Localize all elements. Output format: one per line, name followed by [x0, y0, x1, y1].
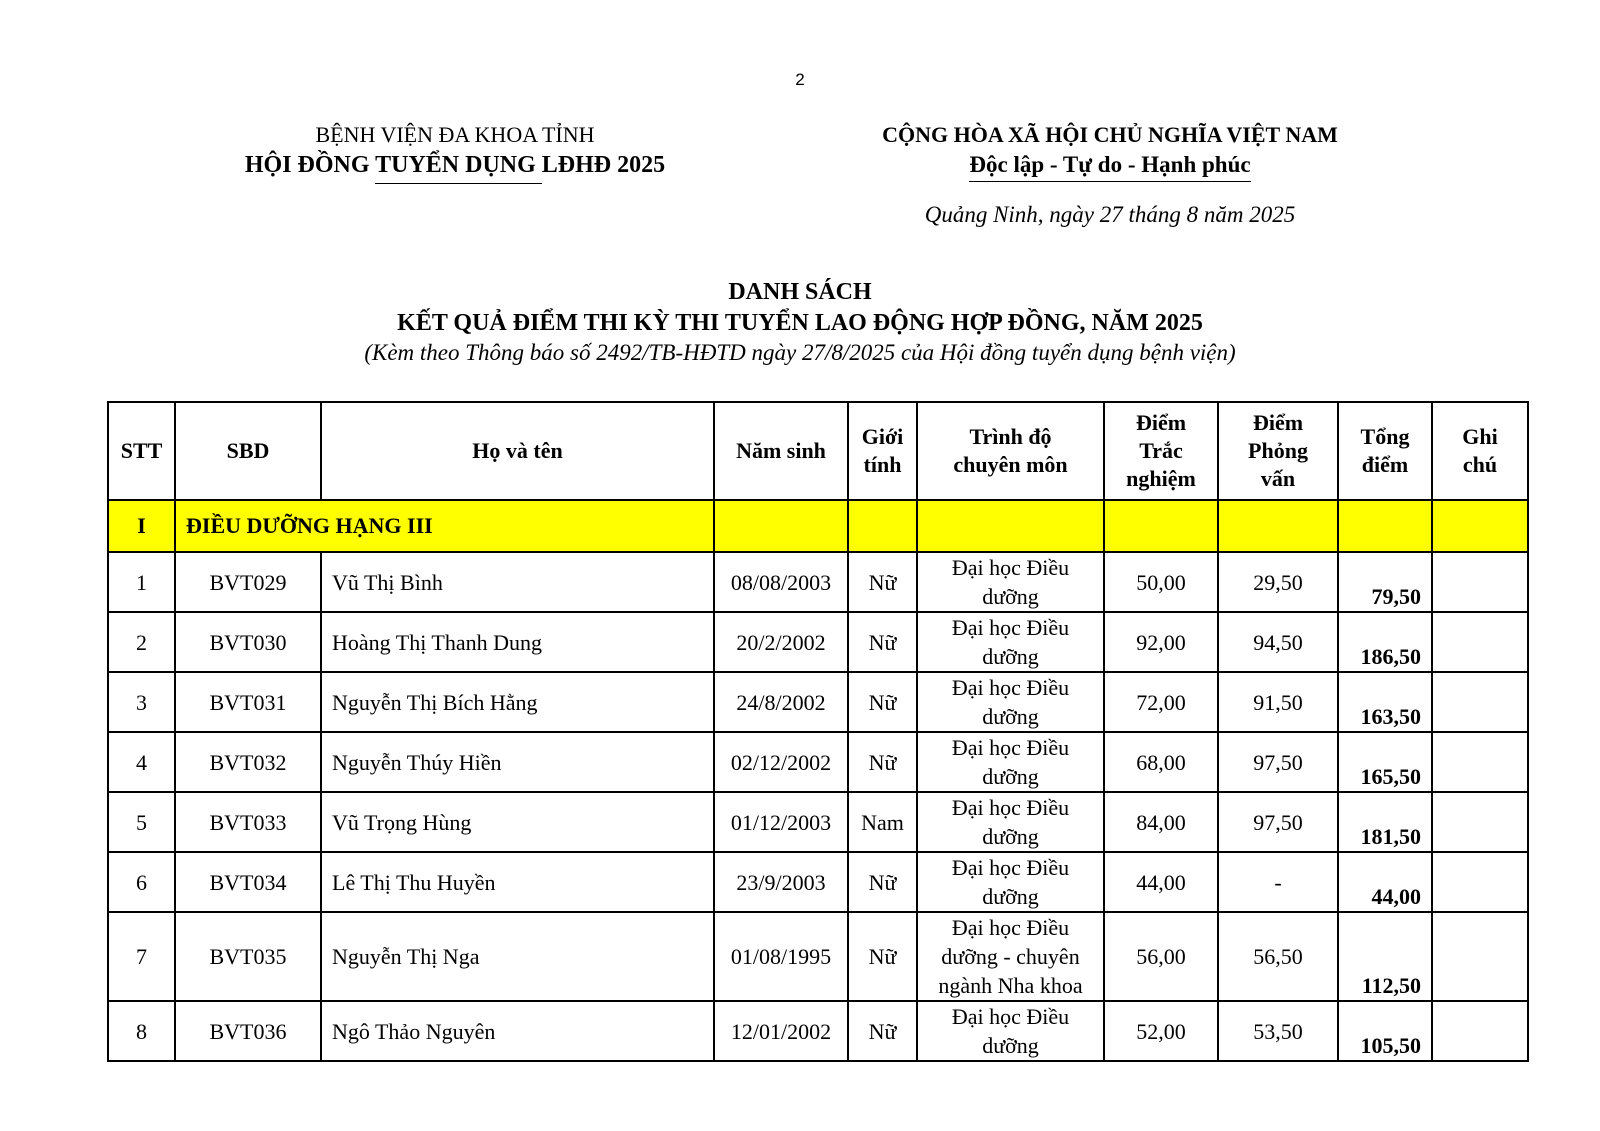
cell-qual-line: dưỡng: [982, 644, 1039, 669]
section-row: [108, 500, 1528, 552]
col-gender-line: Giới: [861, 424, 904, 449]
col-qual: [917, 402, 1104, 500]
col-interview-line: Phỏng: [1248, 438, 1308, 463]
cell-test: 44,00: [1104, 852, 1218, 912]
section-title: ĐIỀU DƯỠNG HẠNG III: [175, 500, 714, 552]
table-row: [108, 732, 1528, 792]
cell-sbd: BVT032: [175, 732, 321, 792]
cell-sbd: BVT036: [175, 1001, 321, 1061]
cell-total: 105,50: [1338, 1001, 1432, 1061]
cell-gender: Nam: [848, 792, 917, 852]
cell-note: [1432, 792, 1528, 852]
cell-gender: Nữ: [848, 852, 917, 912]
col-birth: Năm sinh: [714, 402, 848, 500]
cell-qual-line: Đại học Điều: [951, 855, 1070, 880]
cell-name: Nguyễn Thúy Hiền: [321, 732, 714, 792]
cell-sbd: BVT035: [175, 912, 321, 1001]
cell-birth: 08/08/2003: [714, 552, 848, 612]
national-title: CỘNG HÒA XÃ HỘI CHỦ NGHĨA VIỆT NAM: [882, 122, 1338, 147]
cell-interview: -: [1218, 852, 1338, 912]
cell-birth: 01/12/2003: [714, 792, 848, 852]
col-total: [1338, 402, 1432, 500]
cell-note: [1432, 672, 1528, 732]
cell-interview: 94,50: [1218, 612, 1338, 672]
left-header: [190, 120, 720, 180]
cell-total: 181,50: [1338, 792, 1432, 852]
cell-qual: [917, 792, 1104, 852]
cell-name: Vũ Trọng Hùng: [321, 792, 714, 852]
cell-note: [1432, 912, 1528, 1001]
cell-stt: 8: [108, 1001, 175, 1061]
cell-interview: 97,50: [1218, 732, 1338, 792]
cell-gender: Nữ: [848, 1001, 917, 1061]
section-empty-cell: [714, 500, 848, 552]
cell-test: 68,00: [1104, 732, 1218, 792]
cell-qual-line: ngành Nha khoa: [938, 973, 1083, 998]
cell-qual-line: dưỡng: [982, 584, 1039, 609]
council-underline: [375, 183, 542, 184]
section-empty-cell: [1432, 500, 1528, 552]
cell-stt: 2: [108, 612, 175, 672]
col-qual-line: Trình độ: [969, 424, 1052, 449]
cell-qual-line: Đại học Điều: [951, 555, 1070, 580]
cell-interview: 91,50: [1218, 672, 1338, 732]
cell-stt: 6: [108, 852, 175, 912]
cell-qual: [917, 612, 1104, 672]
cell-qual-line: dưỡng - chuyên: [941, 944, 1080, 969]
section-empty-cell: [848, 500, 917, 552]
cell-qual: [917, 912, 1104, 1001]
table-row: [108, 852, 1528, 912]
hospital-name: BỆNH VIỆN ĐA KHOA TỈNH: [315, 122, 595, 147]
cell-note: [1432, 552, 1528, 612]
cell-name: Nguyễn Thị Nga: [321, 912, 714, 1001]
title-line-2: KẾT QUẢ ĐIỂM THI KỲ THI TUYỂN LAO ĐỘNG HỢP ĐỒNG, NĂM 2025: [397, 310, 1203, 336]
col-test: [1104, 402, 1218, 500]
cell-sbd: BVT034: [175, 852, 321, 912]
col-sbd: SBD: [175, 402, 321, 500]
cell-stt: 1: [108, 552, 175, 612]
cell-interview: 29,50: [1218, 552, 1338, 612]
cell-sbd: BVT033: [175, 792, 321, 852]
table-row: [108, 792, 1528, 852]
table-header-row: [108, 402, 1528, 500]
cell-qual-line: Đại học Điều: [951, 615, 1070, 640]
cell-qual: [917, 672, 1104, 732]
results-table: [107, 401, 1529, 1062]
table-row: [108, 912, 1528, 1001]
cell-test: 92,00: [1104, 612, 1218, 672]
cell-birth: 01/08/1995: [714, 912, 848, 1001]
page-number: 2: [795, 70, 805, 89]
cell-test: 72,00: [1104, 672, 1218, 732]
section-roman: I: [108, 500, 175, 552]
table-row: [108, 1001, 1528, 1061]
cell-qual: [917, 852, 1104, 912]
section-empty-cell: [1218, 500, 1338, 552]
cell-gender: Nữ: [848, 552, 917, 612]
cell-qual-line: dưỡng: [982, 824, 1039, 849]
cell-sbd: BVT029: [175, 552, 321, 612]
cell-gender: Nữ: [848, 672, 917, 732]
col-total-line: điểm: [1361, 452, 1409, 477]
cell-note: [1432, 612, 1528, 672]
col-note-line: chú: [1462, 452, 1498, 477]
table-row: [108, 552, 1528, 612]
cell-qual-line: dưỡng: [982, 884, 1039, 909]
cell-birth: 12/01/2002: [714, 1001, 848, 1061]
cell-note: [1432, 852, 1528, 912]
cell-interview: 56,50: [1218, 912, 1338, 1001]
section-empty-cell: [1104, 500, 1218, 552]
cell-qual: [917, 732, 1104, 792]
cell-qual-line: Đại học Điều: [951, 675, 1070, 700]
col-gender-line: tính: [863, 452, 902, 477]
cell-stt: 7: [108, 912, 175, 1001]
cell-total: 112,50: [1338, 912, 1432, 1001]
table-row: [108, 612, 1528, 672]
col-test-line: Điểm: [1135, 410, 1187, 435]
council-name: HỘI ĐỒNG TUYỂN DỤNG LĐHĐ 2025: [244, 152, 666, 178]
cell-qual-line: Đại học Điều: [951, 735, 1070, 760]
cell-gender: Nữ: [848, 612, 917, 672]
cell-name: Lê Thị Thu Huyền: [321, 852, 714, 912]
cell-test: 56,00: [1104, 912, 1218, 1001]
cell-stt: 5: [108, 792, 175, 852]
col-test-line: nghiệm: [1126, 466, 1196, 491]
cell-name: Vũ Thị Bình: [321, 552, 714, 612]
cell-test: 50,00: [1104, 552, 1218, 612]
title-line-1: DANH SÁCH: [728, 279, 872, 305]
section-empty-cell: [1338, 500, 1432, 552]
cell-qual-line: Đại học Điều: [951, 915, 1070, 940]
cell-name: Hoàng Thị Thanh Dung: [321, 612, 714, 672]
right-header: [830, 120, 1390, 182]
col-test-line: Trắc: [1139, 438, 1183, 463]
cell-total: 186,50: [1338, 612, 1432, 672]
document-title: [0, 276, 1600, 368]
cell-test: 84,00: [1104, 792, 1218, 852]
cell-qual-line: dưỡng: [982, 1033, 1039, 1058]
table-row: [108, 672, 1528, 732]
cell-note: [1432, 732, 1528, 792]
national-motto: Độc lập - Tự do - Hạnh phúc: [969, 150, 1250, 182]
cell-qual-line: Đại học Điều: [951, 1004, 1070, 1029]
cell-sbd: BVT030: [175, 612, 321, 672]
table-body: [108, 552, 1528, 1061]
cell-qual-line: Đại học Điều: [951, 795, 1070, 820]
cell-name: Ngô Thảo Nguyên: [321, 1001, 714, 1061]
cell-total: 163,50: [1338, 672, 1432, 732]
cell-birth: 20/2/2002: [714, 612, 848, 672]
col-interview-line: vấn: [1260, 466, 1296, 491]
cell-qual: [917, 552, 1104, 612]
cell-total: 165,50: [1338, 732, 1432, 792]
cell-interview: 97,50: [1218, 792, 1338, 852]
cell-qual: [917, 1001, 1104, 1061]
cell-stt: 3: [108, 672, 175, 732]
col-gender: [848, 402, 917, 500]
cell-gender: Nữ: [848, 912, 917, 1001]
cell-interview: 53,50: [1218, 1001, 1338, 1061]
cell-name: Nguyễn Thị Bích Hằng: [321, 672, 714, 732]
col-note-line: Ghi: [1462, 424, 1498, 449]
section-empty-cell: [917, 500, 1104, 552]
cell-birth: 02/12/2002: [714, 732, 848, 792]
cell-test: 52,00: [1104, 1001, 1218, 1061]
col-total-line: Tổng: [1360, 424, 1410, 449]
col-interview: [1218, 402, 1338, 500]
col-interview-line: Điểm: [1252, 410, 1304, 435]
cell-sbd: BVT031: [175, 672, 321, 732]
cell-qual-line: dưỡng: [982, 704, 1039, 729]
cell-total: 79,50: [1338, 552, 1432, 612]
col-qual-line: chuyên môn: [953, 452, 1068, 477]
cell-total: 44,00: [1338, 852, 1432, 912]
cell-stt: 4: [108, 732, 175, 792]
cell-birth: 23/9/2003: [714, 852, 848, 912]
col-stt: STT: [108, 402, 175, 500]
document-date: Quảng Ninh, ngày 27 tháng 8 năm 2025: [924, 202, 1296, 227]
col-name: Họ và tên: [321, 402, 714, 500]
col-note: [1432, 402, 1528, 500]
title-reference: (Kèm theo Thông báo số 2492/TB-HĐTD ngày 27/8/2025 của Hội đồng tuyển dụng bệnh viện): [364, 340, 1236, 365]
cell-note: [1432, 1001, 1528, 1061]
cell-qual-line: dưỡng: [982, 764, 1039, 789]
cell-birth: 24/8/2002: [714, 672, 848, 732]
cell-gender: Nữ: [848, 732, 917, 792]
